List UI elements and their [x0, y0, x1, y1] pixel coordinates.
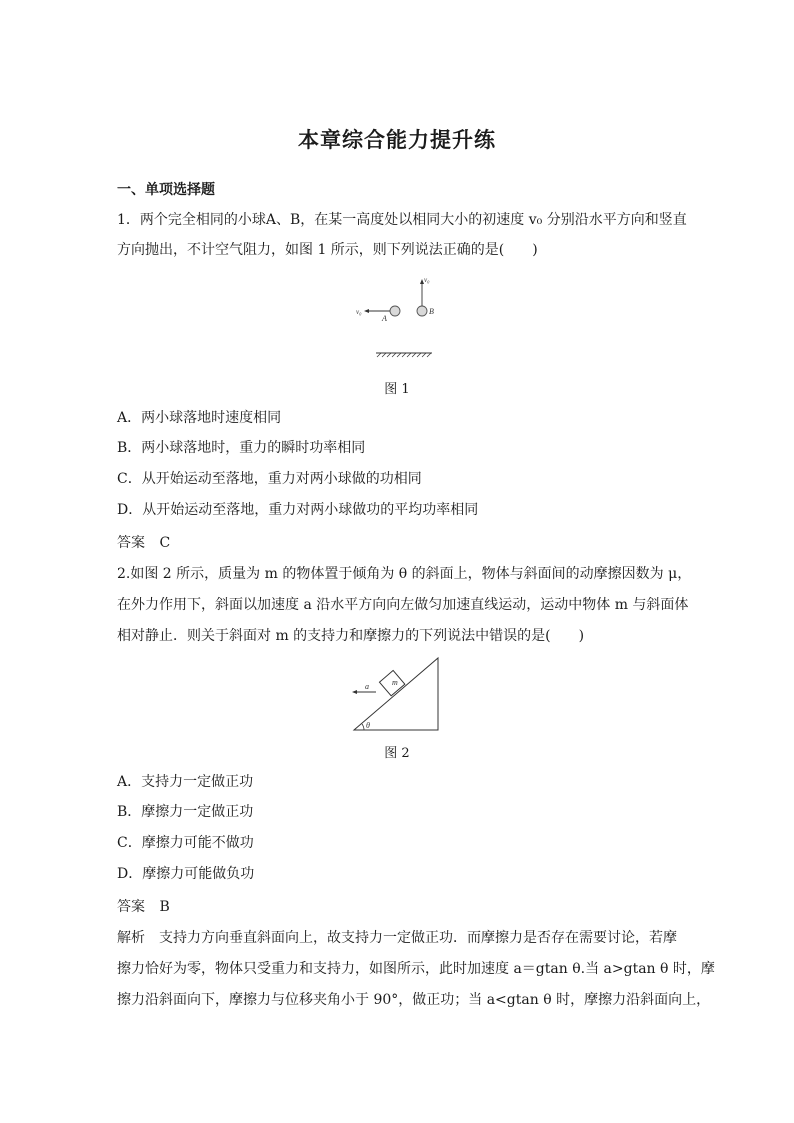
q1-answer-label: 答案	[117, 535, 145, 551]
q2-answer-label: 答案	[117, 899, 145, 915]
q1-option-a: A．两小球落地时速度相同	[117, 410, 282, 426]
q2-stem-line-3: 相对静止．则关于斜面对 m 的支持力和摩擦力的下列说法中错误的是( )	[117, 628, 585, 644]
q2-answer	[117, 897, 170, 917]
label-mass: m	[392, 678, 398, 687]
q1-option-b: B．两小球落地时，重力的瞬时功率相同	[117, 440, 366, 456]
label-accel: a	[365, 682, 369, 691]
q2-stem-line-1: 2.如图 2 所示，质量为 m 的物体置于倾角为 θ 的斜面上，物体与斜面间的动摩擦因数为 μ，	[117, 566, 692, 582]
q2-analysis-line-2: 擦力恰好为零，物体只受重力和支持力，如图所示，此时加速度 a＝gtan θ.当 a>gtan θ 时，摩	[117, 961, 715, 977]
acceleration-arrowhead	[352, 690, 357, 694]
section-heading: 一、单项选择题	[117, 182, 215, 198]
q1-stem-line-1: 1．两个完全相同的小球A、B，在某一高度处以相同大小的初速度 v₀ 分别沿水平方向和竖直	[117, 212, 687, 228]
figure-2-caption: 图 2	[384, 746, 410, 761]
label-angle: θ	[366, 721, 370, 730]
q2-analysis-label: 解析	[117, 930, 145, 946]
figure-2-incline	[346, 654, 446, 734]
label-v0-left: v₀	[356, 308, 362, 316]
figure-1-projectile-balls	[340, 268, 450, 364]
ball-b	[417, 306, 427, 316]
ground-surface	[376, 353, 432, 357]
q2-option-a: A．支持力一定做正功	[117, 774, 254, 790]
label-ball-a: A	[382, 314, 387, 323]
ball-a	[390, 306, 400, 316]
q1-option-d: D．从开始运动至落地，重力对两小球做功的平均功率相同	[117, 502, 479, 518]
q1-option-c: C．从开始运动至落地，重力对两小球做的功相同	[117, 471, 422, 487]
q1-stem-line-2: 方向抛出，不计空气阻力，如图 1 所示，则下列说法正确的是( )	[117, 242, 538, 258]
q2-stem-line-2: 在外力作用下，斜面以加速度 a 沿水平方向向左做匀加速直线运动，运动中物体 m 与斜面体	[117, 597, 689, 613]
label-v0-top: v₀	[424, 276, 430, 284]
q2-analysis-line-1	[117, 928, 677, 948]
page-title: 本章综合能力提升练	[298, 128, 496, 152]
q2-option-c: C．摩擦力可能不做功	[117, 835, 254, 851]
q2-option-d: D．摩擦力可能做负功	[117, 866, 255, 882]
figure-1-caption: 图 1	[384, 382, 410, 397]
q2-analysis-line-3: 擦力沿斜面向下，摩擦力与位移夹角小于 90°，做正功；当 a<gtan θ 时，摩擦力沿斜面向上，	[117, 992, 711, 1008]
q2-option-b: B．摩擦力一定做正功	[117, 804, 254, 820]
q2-analysis-text-1: 支持力方向垂直斜面向上，故支持力一定做正功．而摩擦力是否存在需要讨论，若摩	[145, 930, 677, 946]
incline-wedge	[354, 658, 438, 730]
q1-answer-value: C	[159, 535, 171, 551]
q2-answer-value: B	[159, 899, 170, 915]
q1-answer	[117, 533, 170, 553]
velocity-arrowhead-left	[364, 309, 369, 313]
label-ball-b: B	[429, 307, 434, 316]
